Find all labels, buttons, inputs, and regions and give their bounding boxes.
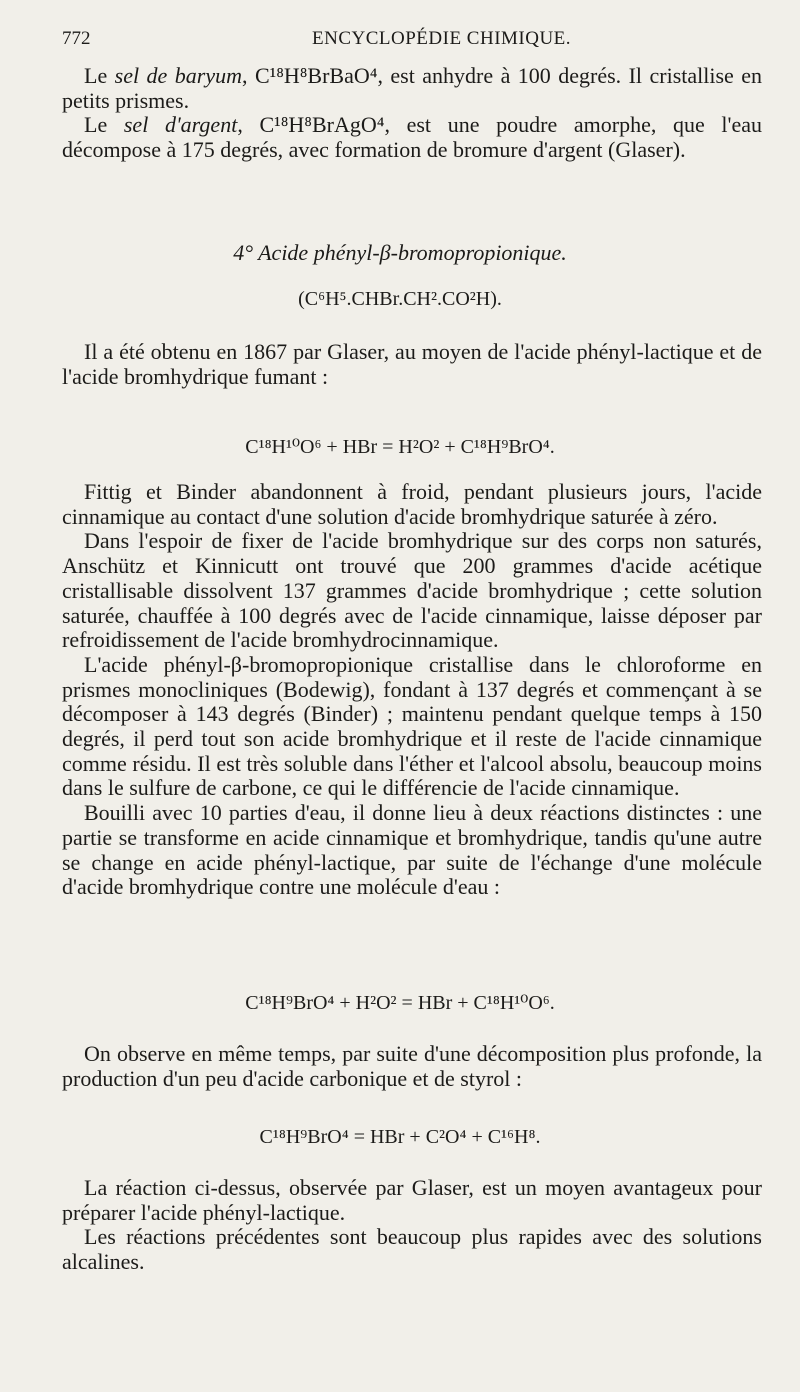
main-paragraphs [62, 480, 762, 900]
silver-salt-paragraph [62, 113, 762, 162]
origin-paragraph: Il a été obtenu en 1867 par Glaser, au moyen de l'acide phényl-lactique et de l'acide bromhydrique fumant : [62, 339, 762, 389]
paragraph-prefix: Le [84, 63, 115, 88]
alkaline-paragraph: Les réactions précédentes sont beaucoup plus rapides avec des solutions alcalines. [62, 1224, 762, 1275]
chemical-formula: C¹⁸H⁸BrBaO⁴ [254, 63, 378, 88]
equation-1: C¹⁸H¹⁰O⁶ + HBr = H²O² + C¹⁸H⁹BrO⁴. [245, 436, 555, 458]
salt-name: sel de baryum [114, 63, 242, 88]
intro-paragraphs [62, 64, 762, 163]
section-number: 4° [233, 240, 253, 265]
running-title: ENCYCLOPÉDIE CHIMIQUE. [312, 28, 572, 49]
glaser-paragraph: La réaction ci-dessus, observée par Glaser, est un moyen avantageux pour préparer l'acide phényl-lactique. [62, 1175, 762, 1225]
decomposition-paragraph-block [62, 1042, 762, 1091]
properties-paragraph: L'acide phényl-β-bromopropionique cristallise dans le chloroforme en prismes monocliniques (Bodewig), fondant à 137 degrés et commençant à se décomposer à 143 degrés (Binder) ; maintenu pendant quelque temps à 150 degrés, il perd tout son acide bromhydrique et il reste de l'acide cinnamique comme résidu. Il est très soluble dans l'éther et l'alcool absolu, beaucoup moins dans le sulfure de carbone, ce qui le différencie de l'acide cinnamique. [62, 651, 762, 801]
decomposition-paragraph: On observe en même temps, par suite d'une décomposition plus profonde, la production d'un peu d'acide carbonique et de styrol : [62, 1041, 762, 1091]
section-heading [0, 240, 800, 266]
equation-2: C¹⁸H⁹BrO⁴ + H²O² = HBr + C¹⁸H¹⁰O⁶. [245, 992, 555, 1014]
paragraph-text: , est anhydre à 100 degrés. Il cristallise en petits prismes. [62, 63, 763, 113]
chemical-formula: C¹⁸H⁸BrAgO⁴ [259, 112, 385, 138]
anschutz-paragraph: Dans l'espoir de fixer de l'acide bromhydrique sur des corps non saturés, Anschütz et Kinnicutt ont trouvé que 200 grammes d'acide acétique cristallisable dissolvent 137 grammes d'acide bromhydrique ; cette solution saturée, chauffée à 100 degrés avec de l'acide cinnamique, laisse déposer par refroidissement de l'acide bromhydrocinnamique. [62, 528, 762, 653]
closing-paragraphs [62, 1176, 762, 1275]
page-header [62, 28, 762, 54]
equation-3: C¹⁸H⁹BrO⁴ = HBr + C²O⁴ + C¹⁶H⁸. [259, 1126, 541, 1148]
section-title: Acide phényl-β-bromopropionique. [258, 240, 567, 265]
boiling-paragraph: Bouilli avec 10 parties d'eau, il donne lieu à deux réactions distinctes : une partie se transforme en acide cinnamique et bromhydrique, tandis qu'une autre se change en acide phényl-lactique, par suite de l'échange d'une molécule d'acide bromhydrique contre une molécule d'eau : [62, 800, 762, 900]
paragraph-text: , est une poudre amorphe, que l'eau décompose à 175 degrés, avec formation de bromure d'argent (Glaser). [62, 112, 763, 163]
page-number: 772 [62, 28, 91, 49]
paragraph-prefix: Le [84, 112, 124, 138]
separator: , [237, 112, 260, 138]
separator: , [241, 63, 255, 88]
fittig-binder-paragraph: Fittig et Binder abandonnent à froid, pendant plusieurs jours, l'acide cinnamique au contact d'une solution d'acide bromhydrique saturée à zéro. [62, 479, 762, 529]
section-formula: (C⁶H⁵.CHBr.CH².CO²H). [298, 288, 502, 310]
barium-salt-paragraph [62, 64, 762, 113]
origin-paragraph-block [62, 340, 762, 389]
salt-name: sel d'argent [123, 112, 238, 138]
